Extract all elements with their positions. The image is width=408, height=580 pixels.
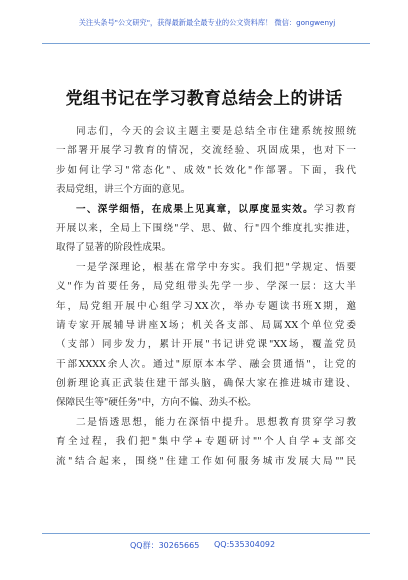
paragraph-line: （支部）同步发力，累计开展"书记讲党课"XX场，覆盖党员 bbox=[56, 339, 356, 351]
paragraph-line: 表局党组，讲三个方面的意见。 bbox=[56, 184, 191, 196]
paragraph-line: 请专家开展辅导讲座X场；机关各支部、局属XX个单位党委 bbox=[56, 319, 356, 331]
header-divider bbox=[42, 43, 370, 44]
footer-qq-group: QQ群：30265665 bbox=[130, 541, 200, 550]
paragraph-line: 义"作为首要任务，局党组带头先学一步、学深一层：这大半 bbox=[56, 281, 356, 293]
paragraph-line: 育全过程，我们把"集中学+专题研讨""个人自学+支部交 bbox=[56, 436, 356, 448]
paragraph-line: 同志们，今天的会议主题主要是总结全市住建系统按照统 bbox=[76, 126, 356, 137]
document-body bbox=[56, 122, 356, 471]
footer-divider bbox=[42, 533, 370, 534]
paragraph-text: 学习教育 bbox=[313, 203, 357, 215]
paragraph-line: 干部XXXX余人次。通过"原原本本学、融会贯通悟"，让党的 bbox=[56, 358, 356, 370]
paragraph-line: 保障民生等"硬任务"中，方向不偏、劲头不松。 bbox=[56, 397, 257, 409]
section-heading: 一、深学细悟，在成果上见真章，以厚度显实效。 bbox=[76, 203, 314, 215]
paragraph-line: 开展以来，全局上下围绕"学、思、做、行"四个维度扎实推进， bbox=[56, 222, 356, 234]
paragraph-line: 一部署开展学习教育的情况，交流经验、巩固成果，也对下一 bbox=[56, 145, 356, 157]
paragraph-line: 取得了显著的阶段性成果。 bbox=[56, 242, 172, 254]
page-title: 党组书记在学习教育总结会上的讲话 bbox=[65, 89, 343, 109]
section-heading-line bbox=[56, 200, 356, 219]
paragraph-line: 一是学深理论，根基在常学中夯实。我们把"学规定、悟要 bbox=[76, 261, 356, 273]
paragraph-line: 创新理论真正武装住建干部头脑，确保大家在推进城市建设、 bbox=[56, 378, 356, 390]
footer-qq-contact: QQ:535304092 bbox=[214, 540, 276, 549]
paragraph-line: 二是悟透思想，能力在深悟中提升。思想教育贯穿学习教 bbox=[76, 416, 356, 428]
paragraph-line: 年，局党组开展中心组学习XX次，举办专题读书班X期，邀 bbox=[56, 300, 356, 312]
paragraph-line: 流"结合起来，围绕"住建工作如何服务城市发展大局""民 bbox=[56, 455, 356, 467]
paragraph-line: 步如何让学习"常态化"、成效"长效化"作部署。下面，我代 bbox=[56, 164, 356, 176]
header-note: 关注头条号"公文研究"，获得最新最全最专业的公文资料库！ 微信：gongwenyj bbox=[78, 18, 336, 27]
